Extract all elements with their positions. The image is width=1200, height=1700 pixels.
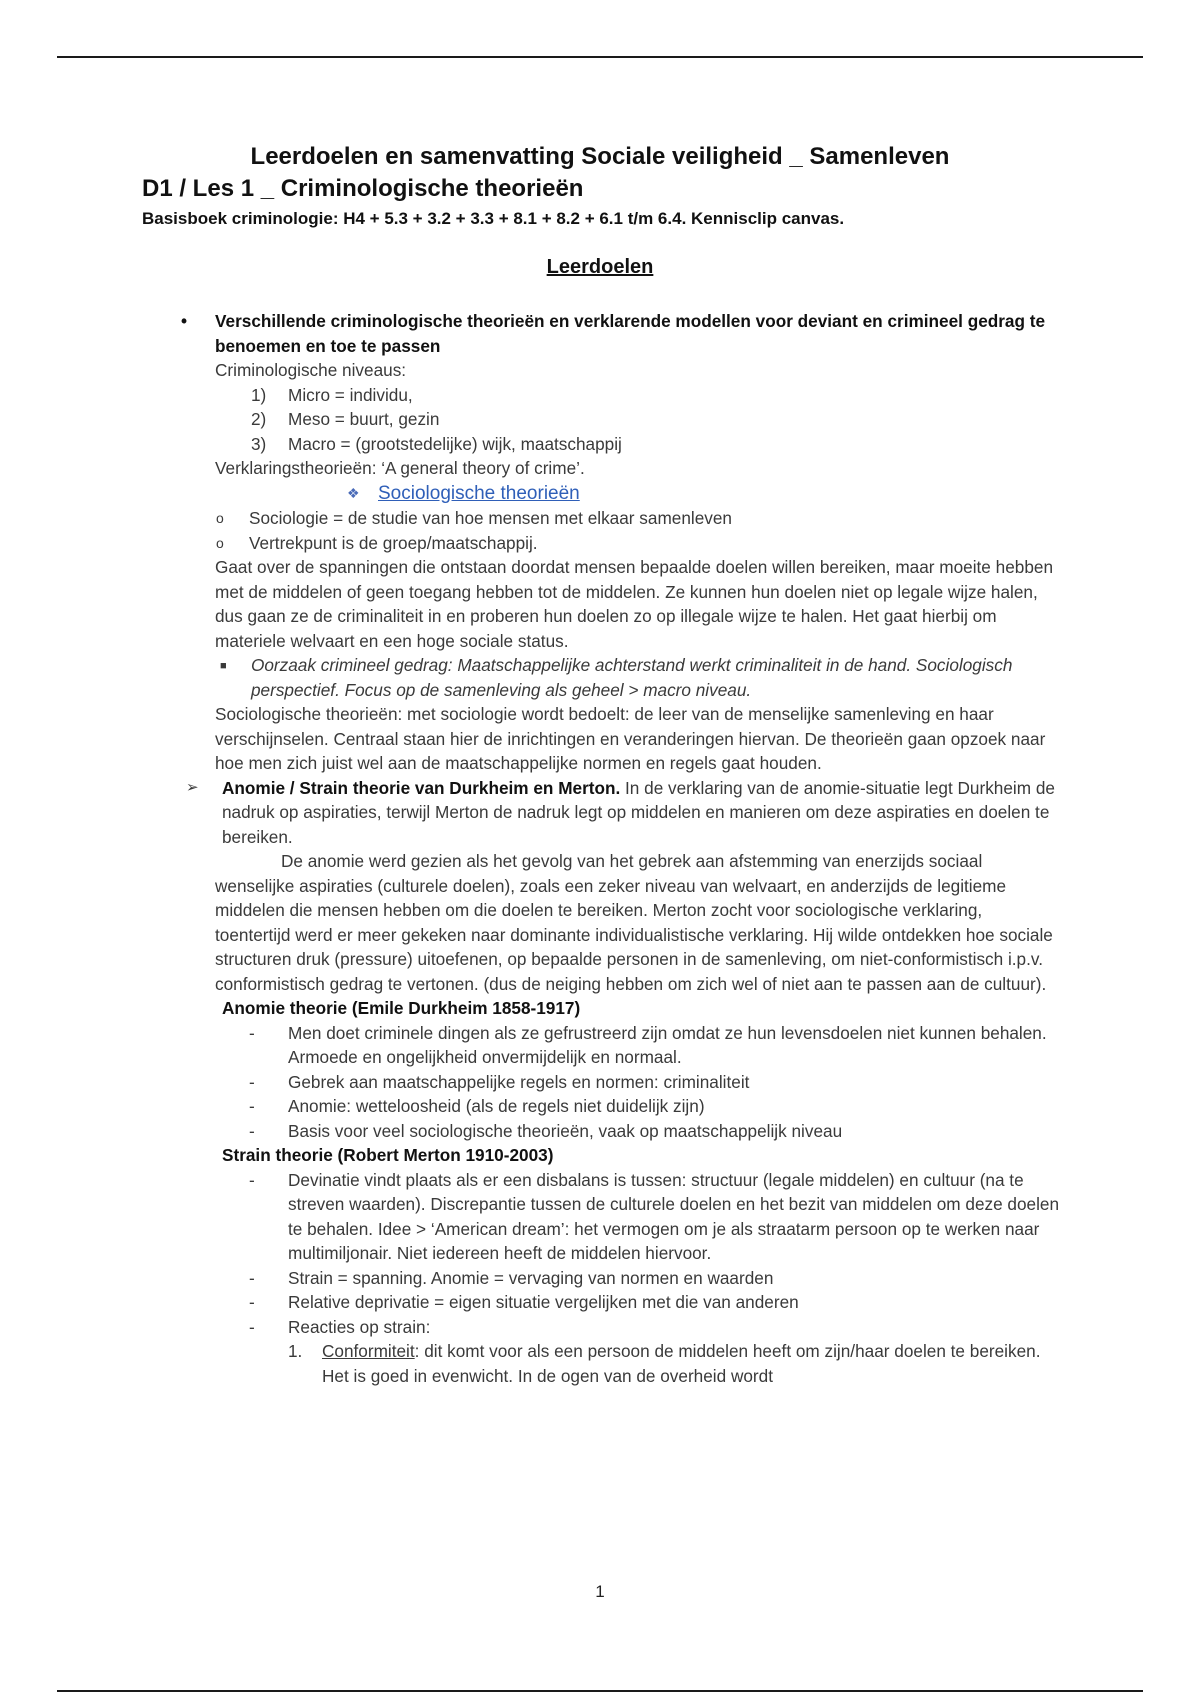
page-number: 1 <box>595 1582 605 1601</box>
level-text: Macro = (grootstedelijke) wijk, maatschappij <box>288 433 622 454</box>
reaction-text: : dit komt voor als een persoon de middelen heeft om zijn/haar doelen te bereiken. Het is goed in evenwicht. In de ogen van de overheid wordt <box>322 1341 1041 1386</box>
anomie-point <box>0 1119 1063 1144</box>
anomie-point-text: Gebrek aan maatschappelijke regels en normen: criminaliteit <box>288 1071 750 1092</box>
anomie-paragraph <box>0 849 1055 996</box>
source-reference: Basisboek criminologie: H4 + 5.3 + 3.2 + 3.3 + 8.1 + 8.2 + 6.1 t/m 6.4. Kennisclip canvas. <box>142 209 845 228</box>
level-text: Meso = buurt, gezin <box>288 409 440 429</box>
cause-note <box>0 653 1056 702</box>
lesson-subtitle: D1 / Les 1 _ Criminologische theorieën <box>142 175 584 202</box>
level-text: Micro = individu, <box>288 384 413 405</box>
soc-definition: Sociologische theorieën: met sociologie wordt bedoelt: de leer van de menselijke samenleving en haar verschijnselen. Centraal staan hier de inrichtingen en veranderingen hiervan. De theorieën gaan opzoek naar hoe men zich juist wel aan de maatschappelijke normen en regels gaat houden. <box>215 704 1046 773</box>
anomie-theory-heading: Anomie theorie (Emile Durkheim 1858-1917) <box>222 998 581 1018</box>
anomie-point <box>0 1021 1063 1070</box>
strain-point <box>0 1290 1063 1315</box>
soc-point <box>0 531 1200 556</box>
level-number: 3) <box>251 433 267 454</box>
anomie-strain-heading: Anomie / Strain theorie van Durkheim en Merton. <box>222 777 621 798</box>
reaction-term: Conformiteit <box>322 1341 415 1361</box>
level-item <box>0 407 1200 432</box>
levels-intro: Criminologische niveaus: <box>215 360 407 380</box>
strain-point-text: Reacties op strain: <box>288 1316 431 1337</box>
dash-bullet-icon: - <box>249 1096 255 1116</box>
reaction-number: 1. <box>288 1341 303 1361</box>
anomie-point-text: Basis voor veel sociologische theorieën, vaak op maatschappelijk niveau <box>288 1120 843 1141</box>
anomie-strain-item <box>0 776 1057 850</box>
strain-point <box>0 1266 1063 1291</box>
top-rule <box>57 56 1143 58</box>
sociological-heading <box>0 481 1200 507</box>
sociological-link[interactable]: Sociologische theorieën <box>378 482 580 504</box>
strain-reaction <box>0 1339 1057 1388</box>
strain-theory-heading: Strain theorie (Robert Merton 1910-2003) <box>222 1145 554 1165</box>
section-heading: Leerdoelen <box>546 256 654 278</box>
square-bullet-icon: ■ <box>220 660 227 672</box>
bullet-dot-icon: • <box>181 311 188 331</box>
anomie-strain-intro: In de verklaring van de anomie-situatie legt Durkheim de nadruk op aspiraties, terwijl Merton de nadruk legt op middelen en manieren om deze aspiraties en doelen te bereiken. <box>222 777 1055 847</box>
strain-point-text: Relative deprivatie = eigen situatie vergelijken met die van anderen <box>288 1292 799 1312</box>
soc-point-text: Sociologie = de studie van hoe mensen met elkaar samenleven <box>249 508 732 528</box>
learning-goal-text: Verschillende criminologische theorieën en verklarende modellen voor deviant en crimineel gedrag te benoemen en toe te passen <box>215 311 1046 356</box>
soc-point <box>0 506 1200 531</box>
diamond-bullet-icon: ❖ <box>347 484 360 501</box>
strain-point-text: Strain = spanning. Anomie = vervaging van normen en waarden <box>288 1267 774 1288</box>
anomie-paragraph-text: De anomie werd gezien als het gevolg van het gebrek aan afstemming van enerzijds sociaal wenselijke aspiraties (culturele doelen), zoals een zeker niveau van welvaart, en anderzijds de legitieme middelen die mensen hebben om die doelen te bereiken. Merton zocht voor sociologische verklaring, toentertijd werd er meer gekeken naar dominante individualistische verklaring. Hij wilde ontdekken hoe sociale structuren druk (pressure) uitoefenen, op bepaalde personen in de samenleving, om niet-conformistisch i.p.v. conformistisch gedrag te vertonen. (dus de neiging hebben om zich wel of niet aan te passen aan de cultuur). <box>215 851 1053 994</box>
main-learning-goal <box>0 309 1065 358</box>
strain-point-text: Devinatie vindt plaats als er een disbalans is tussen: structuur (legale middelen) en cultuur (na te streven waarden). Discrepantie tussen de culturele doelen en het bezit van middelen om deze doelen te behalen. Idee > ‘American dream’: het vermogen om je als straatarm persoon op te werken naar multimiljonair. Niet iedereen heeft de middelen hiervoor. <box>288 1169 1060 1263</box>
level-item <box>0 432 1200 457</box>
anomie-point <box>0 1070 1063 1095</box>
dash-bullet-icon: - <box>249 1071 255 1092</box>
anomie-point <box>0 1094 1063 1119</box>
dash-bullet-icon: - <box>249 1292 255 1312</box>
dash-bullet-icon: - <box>249 1022 255 1043</box>
level-number: 2) <box>251 409 267 429</box>
dash-bullet-icon: - <box>249 1120 255 1141</box>
explanation-line: Verklaringstheorieën: ‘A general theory of crime’. <box>215 458 585 478</box>
cause-note-text: Oorzaak crimineel gedrag: Maatschappelijke achterstand werkt criminaliteit in de hand. Sociologisch perspectief. Focus op de samenleving als geheel > macro niveau. <box>251 655 1013 700</box>
dash-bullet-icon: - <box>249 1316 255 1337</box>
document-body <box>0 309 1200 1388</box>
level-item <box>0 383 1200 408</box>
arrow-bullet-icon: ➢ <box>186 778 199 796</box>
level-number: 1) <box>251 384 267 405</box>
document-title: Leerdoelen en samenvatting Sociale veiligheid _ Samenleven <box>250 143 950 170</box>
soc-point-text: Vertrekpunt is de groep/maatschappij. <box>249 532 538 553</box>
circle-bullet-icon: o <box>216 534 224 551</box>
soc-paragraph: Gaat over de spanningen die ontstaan doordat mensen bepaalde doelen willen bereiken, maar moeite hebben met de middelen of geen toegang hebben tot de middelen. Ze kunnen hun doelen niet op legale wijze halen, dus gaan ze de criminaliteit in en proberen hun doelen zo op illegale wijze te halen. Het gaat hierbij om materiele welvaart en een hoge sociale status. <box>215 557 1053 651</box>
anomie-point-text: Men doet criminele dingen als ze gefrustreerd zijn omdat ze hun levensdoelen niet kunnen behalen. Armoede en ongelijkheid onvermijdelijk en normaal. <box>288 1022 1047 1067</box>
strain-point <box>0 1168 1063 1266</box>
bottom-rule <box>57 1690 1143 1692</box>
dash-bullet-icon: - <box>249 1267 255 1288</box>
strain-point <box>0 1315 1063 1340</box>
circle-bullet-icon: o <box>216 510 224 526</box>
dash-bullet-icon: - <box>249 1169 255 1190</box>
anomie-point-text: Anomie: wetteloosheid (als de regels niet duidelijk zijn) <box>288 1096 705 1116</box>
